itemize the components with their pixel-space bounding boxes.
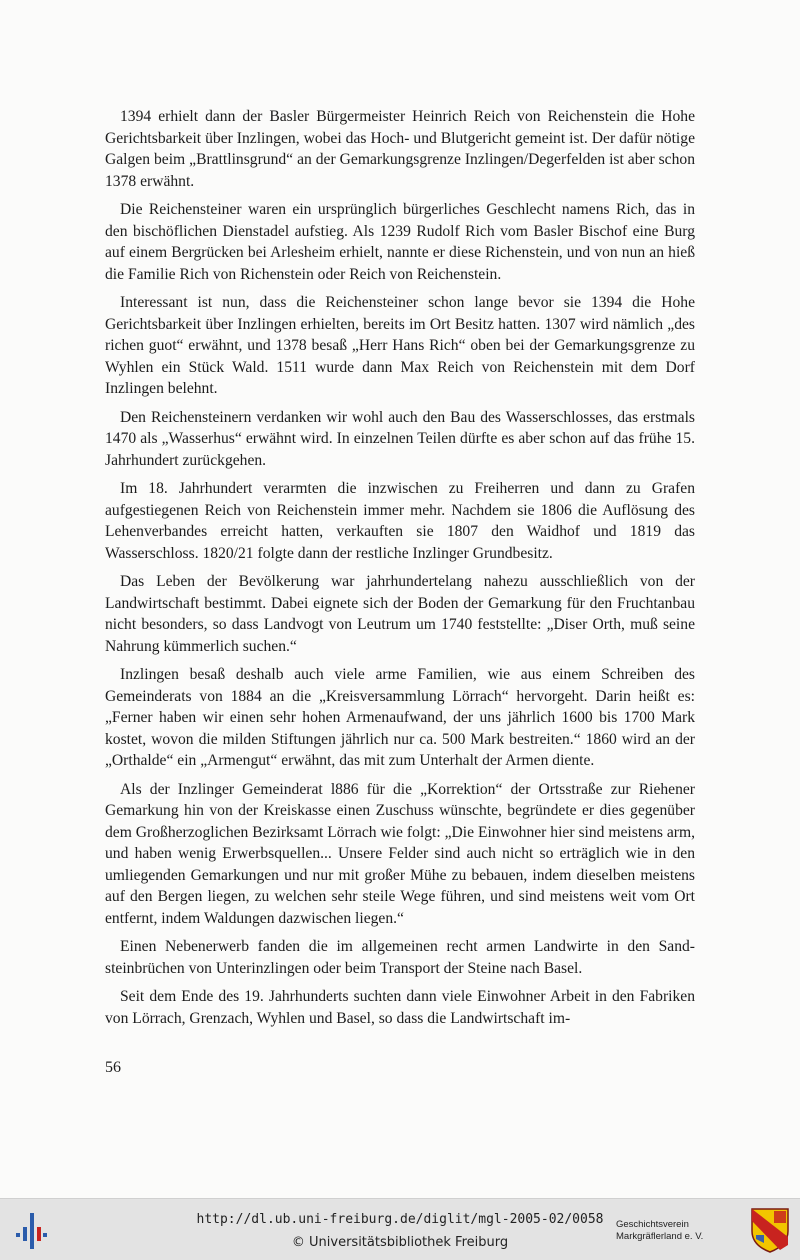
paragraph-6: Das Leben der Bevölkerung war jahrhundertelang nahezu ausschließlich von der Landwirtschaft bestimmt. Dabei eignete sich der Boden der Gemarkung für den Fruchtanbau nicht besonders, so dass Landvogt von Leutrum um 1740 feststellte: „Diser Orth, muß seine Nahrung kümmerlich suchen.“ <box>105 573 695 655</box>
society-name-line-1: Geschichtsverein <box>616 1219 689 1230</box>
paragraph-3: Interessant ist nun, dass die Reichensteiner schon lange bevor sie 1394 die Hohe Gerichtsbarkeit über Inzlingen erhielten, bereits im Ort Besitz hatten. 1307 wird nämlich „des richen guot“ erwähnt, und 1378 besaß „Herr Hans Rich“ oben bei der Gemarkungsgrenze zu Wyhlen ein Stück Wald. 1511 wurde dann Max Reich von Reichenstein mit dem Dorf Inzlingen belehnt. <box>105 294 695 397</box>
society-name-line-2: Markgräflerland e. V. <box>616 1231 704 1242</box>
paragraph-8: Als der Inzlinger Gemeinderat l886 für die „Korrektion“ der Ortsstraße zur Riehener Gemarkung hin von der Kreiskasse einen Zuschuss wünschte, begründete er dies gegenüber dem Großherzoglichen Bezirksamt Lörrach wie folgt: „Die Einwohner hier sind meistens arm, und haben wenig Erwerbsquellen... Unsere Felder sind auch nicht so erträglich wie in den umliegenden Gemarkungen und nur mit großer Mühe zu bebauen, indem dieselben meistens auf den Bergen liegen, zu welchen sehr steile Wege führen, und sind meistens weit vom Ort entfernt, indem Waldungen dazwischen liegen.“ <box>105 780 695 927</box>
paragraph-1: 1394 erhielt dann der Basler Bürgermeister Heinrich Reich von Reichenstein die Hohe Gerichtsbarkeit über Inzlingen, wobei das Hoch- und Blutgericht gemeint ist. Der dafür nötige Galgen beim „Brattlinsgrund“ an der Gemarkungsgrenze Inzlingen/Degerfelden ist aber schon 1378 erwähnt. <box>105 108 695 190</box>
paragraph-10: Seit dem Ende des 19. Jahrhunderts suchten dann viele Einwohner Arbeit in den Fabriken von Lörrach, Grenzach, Wyhlen und Basel, so dass die Landwirtschaft im- <box>105 988 695 1027</box>
page-number: 56 <box>105 1059 121 1076</box>
source-url-link[interactable]: http://dl.ub.uni-freiburg.de/diglit/mgl-2005-02/0058 <box>196 1212 604 1227</box>
footer-bar <box>0 1198 800 1260</box>
paragraph-4: Den Reichensteinern verdanken wir wohl auch den Bau des Wasserschlosses, das erstmals 1470 als „Wasserhus“ erwähnt wird. In einzelnen Teilen dürfte es aber schon auf das frühe 15. Jahrhundert zurückgehen. <box>105 408 695 469</box>
body-text <box>105 106 695 1036</box>
coat-of-arms-icon <box>750 1207 790 1253</box>
paragraph-9: Einen Nebenerwerb fanden die im allgemeinen recht armen Landwirte in den Sandsteinbrüchen von Unterinzlingen oder beim Transport der Steine nach Basel. <box>105 938 695 977</box>
society-name <box>616 1219 744 1243</box>
paragraph-5: Im 18. Jahrhundert verarmten die inzwischen zu Freiherren und dann zu Grafen aufgestiegenen Reich von Reichenstein immer mehr. Nachdem sie 1806 die Auflösung des Lehenverbandes erreicht hatten, verkauften sie 1807 den Waidhof und 1819 das Wasserschloss. 1820/21 folgte dann der restliche Inzlinger Grundbesitz. <box>105 480 695 562</box>
copyright-text: © Universitätsbibliothek Freiburg <box>291 1235 509 1250</box>
paragraph-7: Inzlingen besaß deshalb auch viele arme Familien, wie aus einem Schreiben des Gemeinderats von 1884 an die „Kreisversammlung Lörrach“ hervorgeht. Darin heißt es: „Ferner haben wir einen sehr hohen Armenaufwand, der uns jährlich 1600 bis 1700 Mark kostet, wovon die milden Stiftungen jährlich nur ca. 500 Mark bestreiten.“ 1860 wird an der „Orthalde“ ein „Armengut“ erwähnt, das mit zum Unterhalt der Armen diente. <box>105 666 695 769</box>
paragraph-2: Die Reichensteiner waren ein ursprünglich bürgerliches Geschlecht namens Rich, das in den bischöflichen Dienstadel aufstieg. Als 1239 Rudolf Rich vom Basler Bischof eine Burg auf einem Bergrücken bei Arlesheim erhielt, nannte er diese Richenstein, und von nun an hieß die Familie Rich von Richenstein oder Reich von Reichenstein. <box>105 201 695 283</box>
